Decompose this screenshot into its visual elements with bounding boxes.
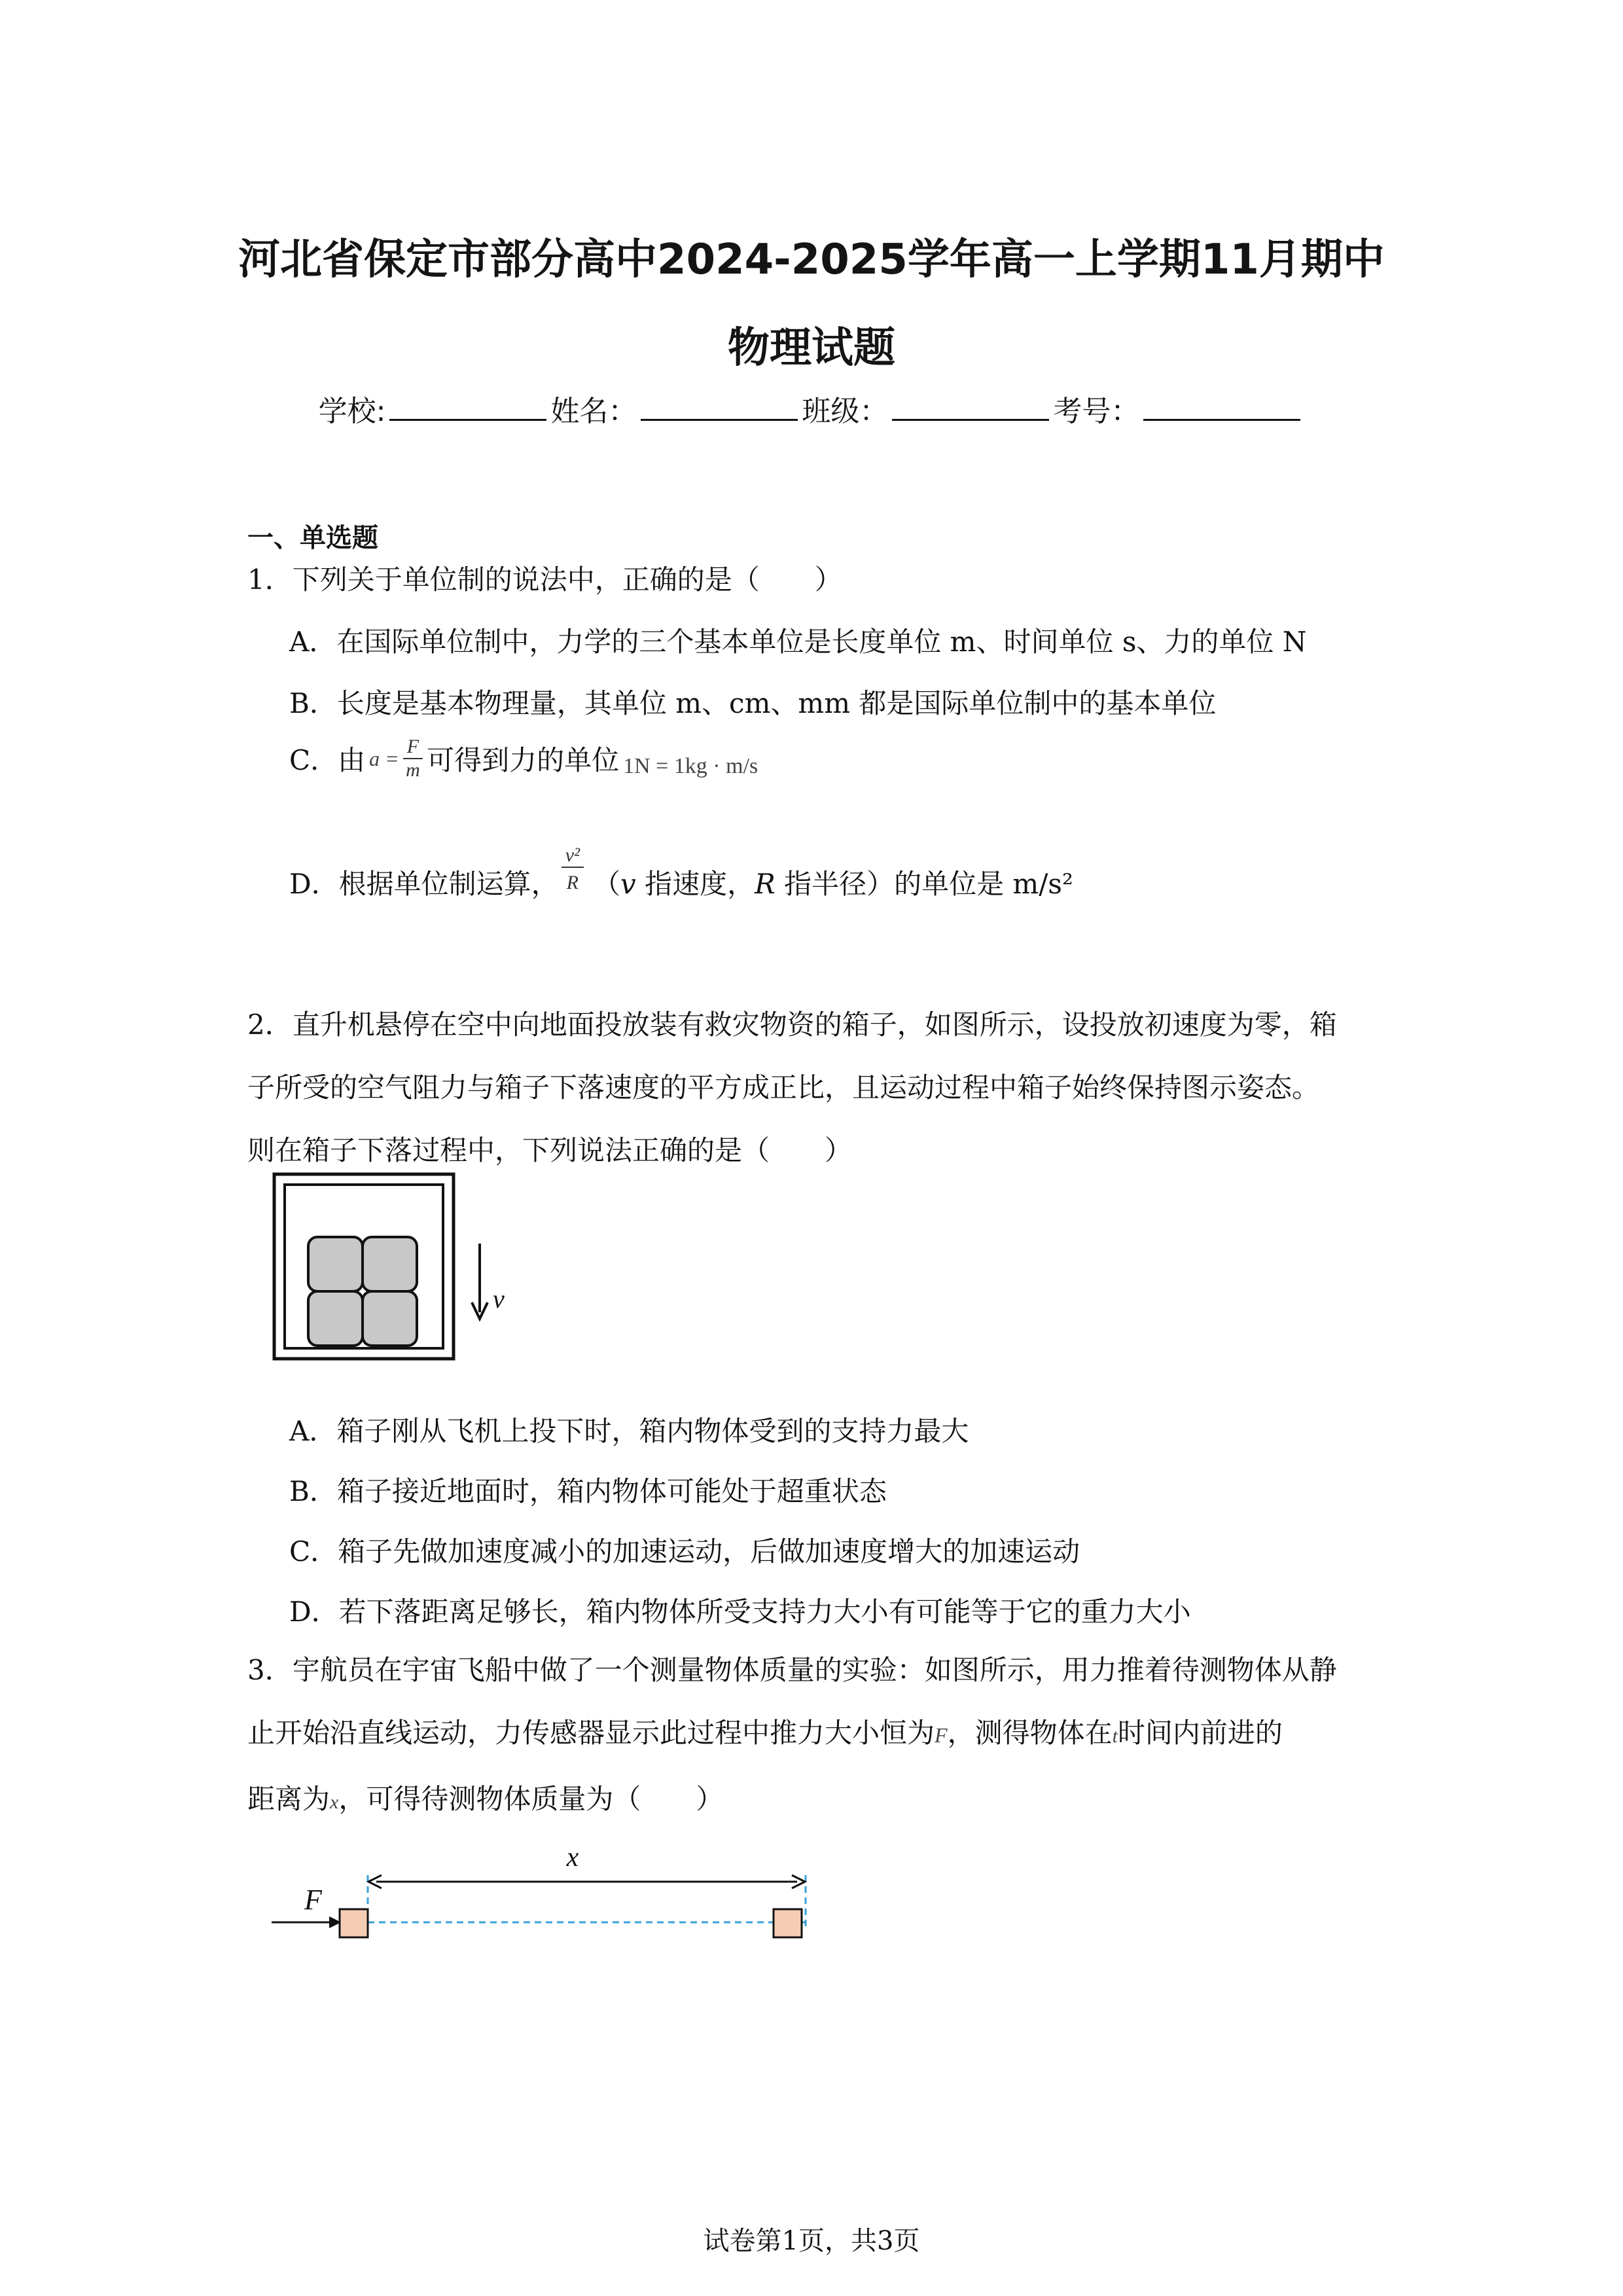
class-blank[interactable]	[892, 394, 1049, 421]
q1-c-fraction	[403, 736, 423, 781]
box-item-top-right	[363, 1237, 417, 1291]
q3-line-1: 3．宇航员在宇宙飞船中做了一个测量物体质量的实验：如图所示，用力推着待测物体从静	[247, 1654, 1337, 1686]
q2-box-figure	[272, 1172, 520, 1368]
q2-option-c: C．箱子先做加速度减小的加速运动，后做加速度增大的加速运动	[289, 1535, 1080, 1568]
page-footer: 试卷第1页，共3页	[703, 2226, 920, 2256]
q1-c-unit: 1N = 1kg · m/s	[623, 754, 758, 778]
q1-c-formula-lhs: a =	[369, 746, 399, 770]
school-label: 学校:	[318, 395, 386, 428]
section-heading: 一、单选题	[247, 523, 378, 553]
box-item-top-left	[308, 1237, 363, 1291]
q1-d-fraction	[562, 844, 584, 894]
school-blank[interactable]	[389, 394, 546, 421]
name-label: 姓名：	[550, 395, 637, 428]
q2-line-2: 子所受的空气阻力与箱子下落速度的平方成正比，且运动过程中箱子始终保持图示姿态。	[247, 1071, 1320, 1103]
q1-d-suffix: （v 指速度，R 指半径）的单位是 m/s²	[593, 868, 1073, 900]
student-info-line	[0, 387, 1623, 429]
q1-option-a: A．在国际单位制中，力学的三个基本单位是长度单位 m、时间单位 s、力的单位 N	[289, 626, 1307, 658]
box-item-bottom-right	[363, 1291, 417, 1346]
block-end	[774, 1909, 802, 1937]
q1-d-denominator: R	[566, 872, 579, 893]
block-start	[340, 1909, 368, 1937]
q1-option-b: B．长度是基本物理量，其单位 m、cm、mm 都是国际单位制中的基本单位	[289, 687, 1217, 719]
q1-d-numerator: v²	[562, 844, 584, 868]
q1-c-numerator: F	[403, 736, 423, 759]
q1-c-prefix: C．由	[289, 744, 366, 776]
q1-d-prefix: D．根据单位制运算，	[289, 868, 559, 900]
title-line-1: 河北省保定市部分高中2024-2025学年高一上学期11月期中	[238, 236, 1385, 284]
q1-option-d	[289, 844, 1073, 900]
q1-option-c	[289, 736, 758, 781]
q3-line-3: 距离为x，可得待测物体质量为（ ）	[247, 1783, 724, 1815]
name-blank[interactable]	[641, 394, 798, 421]
q2-line-1: 2．直升机悬停在空中向地面投放装有救灾物资的箱子，如图所示，设投放初速度为零，箱	[247, 1009, 1337, 1041]
q2-stem	[247, 994, 1373, 1182]
q2-line-3: 则在箱子下落过程中，下列说法正确的是（ ）	[247, 1134, 853, 1166]
q3-line-2: 止开始沿直线运动，力传感器显示此过程中推力大小恒为F，测得物体在t时间内前进的	[247, 1717, 1283, 1749]
q1-c-middle: 可得到力的单位	[427, 744, 620, 776]
exam-no-blank[interactable]	[1143, 394, 1300, 421]
distance-label: x	[566, 1842, 579, 1873]
title-line-2: 物理试题	[728, 324, 895, 372]
q3-stem	[247, 1639, 1373, 1834]
force-arrow-head	[329, 1917, 340, 1928]
q2-option-d: D．若下落距离足够长，箱内物体所受支持力大小有可能等于它的重力大小	[289, 1596, 1191, 1628]
velocity-label: v	[493, 1284, 505, 1314]
exam-no-label: 考号：	[1053, 395, 1140, 428]
q2-option-a: A．箱子刚从飞机上投下时，箱内物体受到的支持力最大	[289, 1415, 969, 1447]
q1-c-denominator: m	[406, 759, 420, 781]
q2-option-b: B．箱子接近地面时，箱内物体可能处于超重状态	[289, 1475, 887, 1507]
box-item-bottom-left	[308, 1291, 363, 1346]
q3-push-figure	[265, 1836, 821, 1947]
q1-stem: 1．下列关于单位制的说法中，正确的是（ ）	[247, 564, 842, 596]
force-label: F	[304, 1884, 322, 1916]
class-label: 班级：	[802, 395, 889, 428]
